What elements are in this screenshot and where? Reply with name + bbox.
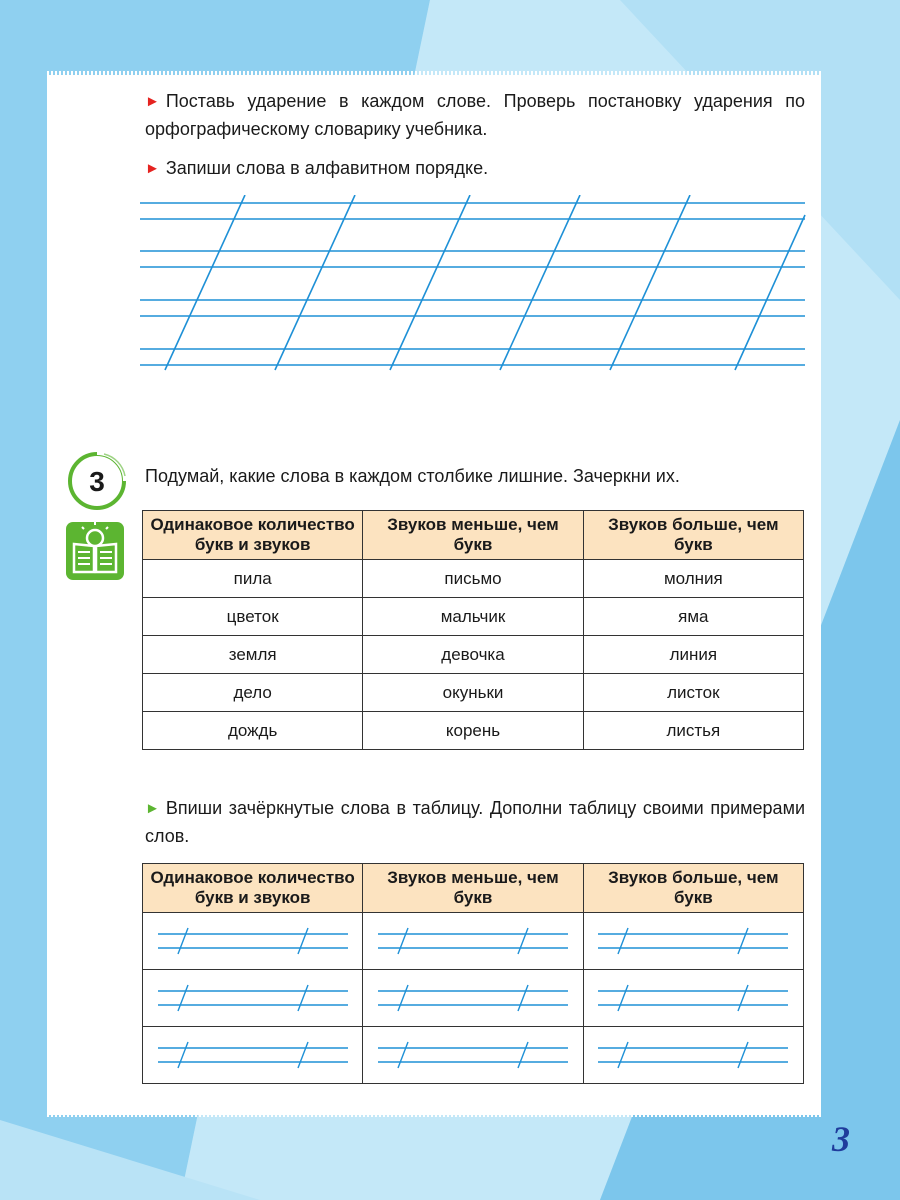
table-row: [143, 913, 804, 970]
answer-cell[interactable]: [143, 913, 363, 970]
writing-lines: [598, 926, 788, 956]
writing-lines: [158, 1040, 348, 1070]
writing-lines: [378, 1040, 568, 1070]
answer-cell[interactable]: [143, 970, 363, 1027]
instruction-stress: [145, 88, 805, 142]
word-cell[interactable]: письмо: [363, 560, 583, 598]
instruction-alphabet-text: Запиши слова в алфавитном порядке.: [165, 158, 489, 178]
red-arrow-icon: ►: [145, 160, 160, 177]
task-number-badge: [66, 450, 128, 512]
word-cell[interactable]: листья: [583, 712, 803, 750]
page-number: 3: [832, 1119, 850, 1159]
task-instruction: Подумай, какие слова в каждом столбике лишние. Зачеркни их.: [145, 466, 680, 486]
writing-lines: [378, 926, 568, 956]
writing-lines: [378, 983, 568, 1013]
table-row: [143, 636, 804, 674]
instruction-stress-text: Поставь ударение в каждом слове. Проверь постановку ударения по орфографическому словарику учебника.: [145, 91, 805, 139]
column-header-more-sounds: Звуков больше, чем букв: [583, 511, 803, 560]
answer-cell[interactable]: [363, 1027, 583, 1084]
word-cell[interactable]: цветок: [143, 598, 363, 636]
answer-cell[interactable]: [583, 970, 803, 1027]
instruction-fill-table-text: Впиши зачёркнутые слова в таблицу. Дополни таблицу своими примерами слов.: [145, 798, 805, 846]
page-bottom-edge: [47, 1111, 821, 1117]
table-row: [143, 560, 804, 598]
word-cell[interactable]: окуньки: [363, 674, 583, 712]
word-cell[interactable]: мальчик: [363, 598, 583, 636]
writing-lines: [158, 926, 348, 956]
column-header-more-sounds: Звуков больше, чем букв: [583, 864, 803, 913]
table-row: [143, 1027, 804, 1084]
word-cell[interactable]: дело: [143, 674, 363, 712]
word-cell[interactable]: линия: [583, 636, 803, 674]
word-cell[interactable]: корень: [363, 712, 583, 750]
table-row: [143, 712, 804, 750]
column-header-fewer-sounds: Звуков меньше, чем букв: [363, 511, 583, 560]
book-lightbulb-icon: [66, 522, 124, 580]
word-cell[interactable]: молния: [583, 560, 803, 598]
red-arrow-icon: ►: [145, 93, 160, 110]
writing-lines: [158, 983, 348, 1013]
answer-cell[interactable]: [143, 1027, 363, 1084]
task-number: 3: [89, 466, 105, 497]
word-cell[interactable]: девочка: [363, 636, 583, 674]
table-row: [143, 970, 804, 1027]
table-row: [143, 598, 804, 636]
green-arrow-icon: ►: [145, 800, 160, 817]
word-cell[interactable]: пила: [143, 560, 363, 598]
writing-lines: [598, 1040, 788, 1070]
column-header-equal: Одинаковое количество букв и звуков: [143, 864, 363, 913]
word-cell[interactable]: дождь: [143, 712, 363, 750]
handwriting-lines[interactable]: [140, 195, 810, 375]
word-cell[interactable]: земля: [143, 636, 363, 674]
word-cell[interactable]: листок: [583, 674, 803, 712]
answer-cell[interactable]: [583, 1027, 803, 1084]
answer-cell[interactable]: [363, 970, 583, 1027]
words-table: [142, 510, 804, 750]
instruction-alphabet: [145, 155, 805, 183]
instruction-fill-table: [145, 795, 805, 849]
column-header-fewer-sounds: Звуков меньше, чем букв: [363, 864, 583, 913]
answer-table: [142, 863, 804, 1084]
column-header-equal: Одинаковое количество букв и звуков: [143, 511, 363, 560]
word-cell[interactable]: яма: [583, 598, 803, 636]
answer-cell[interactable]: [363, 913, 583, 970]
answer-cell[interactable]: [583, 913, 803, 970]
writing-lines: [598, 983, 788, 1013]
table-row: [143, 674, 804, 712]
